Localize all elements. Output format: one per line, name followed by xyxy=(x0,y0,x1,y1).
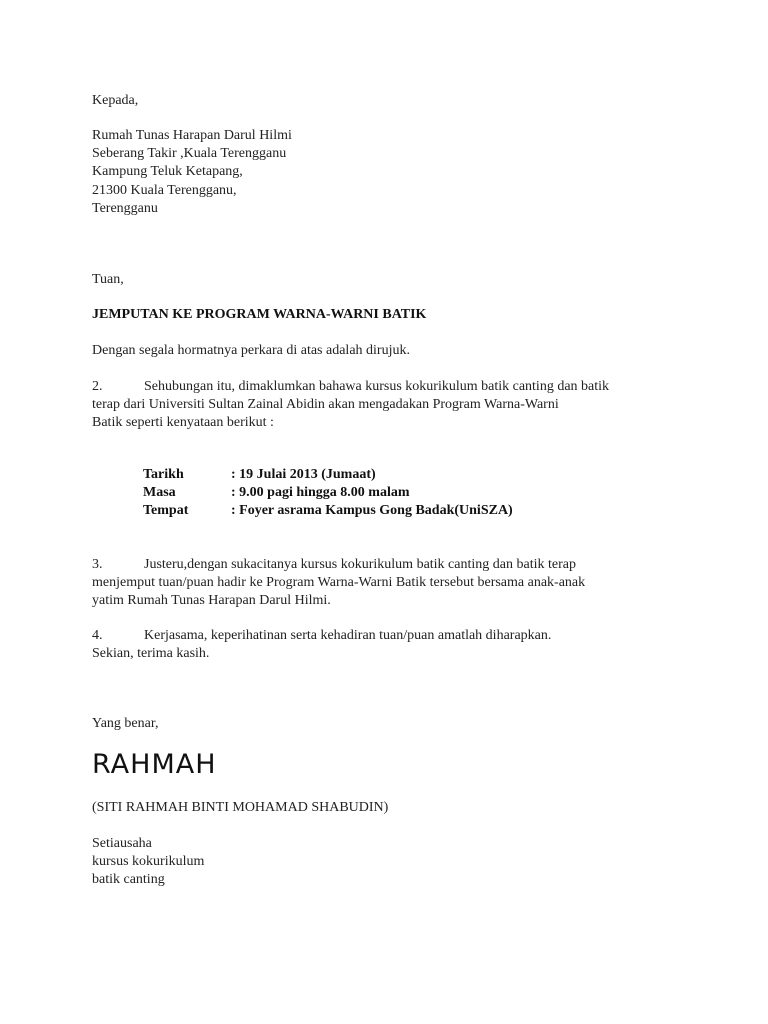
address-line: Seberang Takir ,Kuala Terengganu xyxy=(92,146,287,161)
detail-value: : 19 Julai 2013 (Jumaat) xyxy=(231,467,376,482)
detail-row-venue xyxy=(143,502,513,520)
intro-paragraph: Dengan segala hormatnya perkara di atas adalah dirujuk. xyxy=(92,343,410,358)
address-line: 21300 Kuala Terengganu, xyxy=(92,183,237,198)
detail-value: : Foyer asrama Kampus Gong Badak(UniSZA) xyxy=(231,503,513,518)
paragraph-line: terap dari Universiti Sultan Zainal Abidin akan mengadakan Program Warna-Warni xyxy=(92,397,559,412)
paragraph-number: 4. xyxy=(92,628,103,643)
signature: RAHMAH xyxy=(92,749,217,780)
position-line: Setiausaha xyxy=(92,836,152,851)
detail-label: Tarikh xyxy=(143,467,184,482)
paragraph-line: Justeru,dengan sukacitanya kursus kokurikulum batik canting dan batik terap xyxy=(144,557,576,572)
signer-full-name: (SITI RAHMAH BINTI MOHAMAD SHABUDIN) xyxy=(92,800,389,815)
position-line: kursus kokurikulum xyxy=(92,854,205,869)
detail-row-time xyxy=(143,484,410,502)
paragraph-number: 3. xyxy=(92,557,103,572)
address-line: Rumah Tunas Harapan Darul Hilmi xyxy=(92,128,292,143)
address-line: Kampung Teluk Ketapang, xyxy=(92,164,243,179)
closing-thanks: Sekian, terima kasih. xyxy=(92,646,210,661)
paragraph-line: yatim Rumah Tunas Harapan Darul Hilmi. xyxy=(92,593,331,608)
paragraph-number: 2. xyxy=(92,379,103,394)
position-line: batik canting xyxy=(92,872,165,887)
greeting: Tuan, xyxy=(92,272,124,287)
detail-label: Tempat xyxy=(143,503,189,518)
salutation-to: Kepada, xyxy=(92,93,139,108)
paragraph-line: Batik seperti kenyataan berikut : xyxy=(92,415,274,430)
paragraph-line: Sehubungan itu, dimaklumkan bahawa kursus kokurikulum batik canting dan batik xyxy=(144,379,610,394)
closing-phrase: Yang benar, xyxy=(92,716,159,731)
subject-heading: JEMPUTAN KE PROGRAM WARNA-WARNI BATIK xyxy=(92,307,427,322)
detail-label: Masa xyxy=(143,485,176,500)
detail-value: : 9.00 pagi hingga 8.00 malam xyxy=(231,485,410,500)
paragraph-line: Kerjasama, keperihatinan serta kehadiran tuan/puan amatlah diharapkan. xyxy=(144,628,552,643)
detail-row-date xyxy=(143,466,376,484)
paragraph-line: menjemput tuan/puan hadir ke Program Warna-Warni Batik tersebut bersama anak-anak xyxy=(92,575,586,590)
address-line: Terengganu xyxy=(92,201,158,216)
